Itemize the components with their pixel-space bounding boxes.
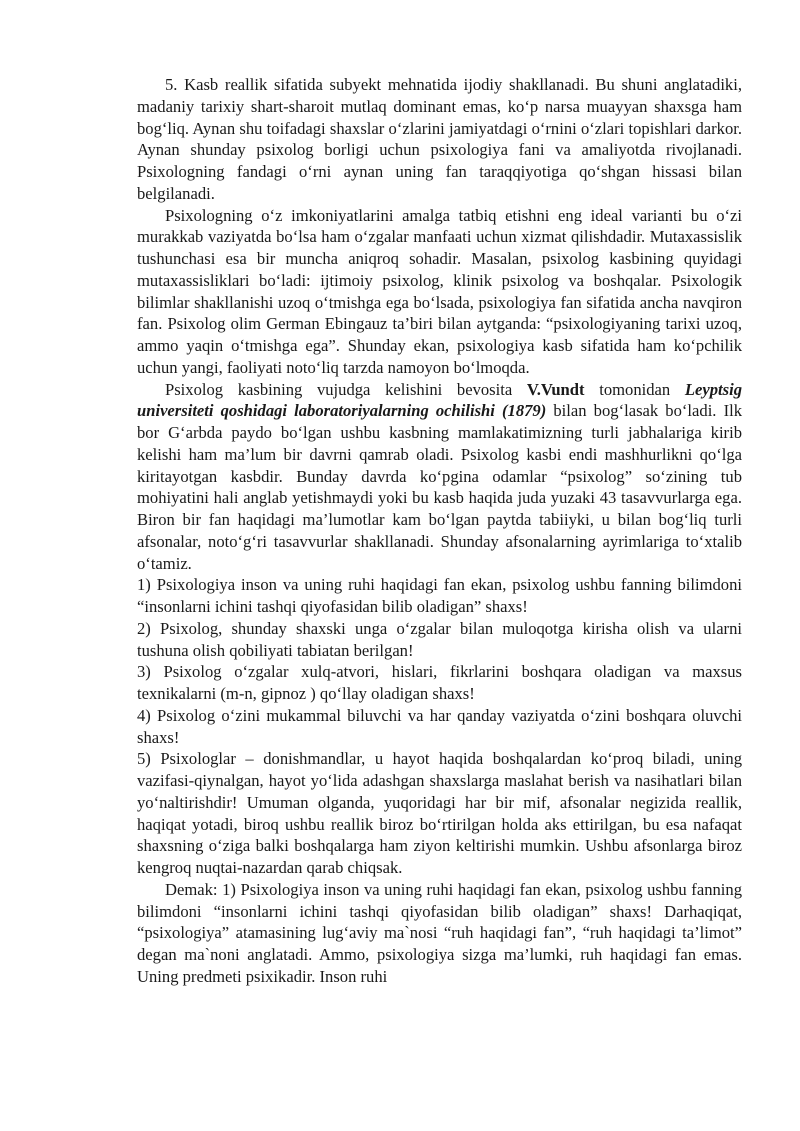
- paragraph-3-text-c: bilan bog‘lasak bo‘ladi. Ilk bor G‘arbda paydo bo‘lgan ushbu kasbning mamlakatimizning turli jabhalariga kirib kelishi ham ma’lum bir davrni qamrab oladi. Psixolog kasbi endi mashhurlikni qo‘lga kiritayotgan kasbdir. Bunday davrda ko‘pgina odamlar “psixolog” so‘zining tub mohiyatini hali anglab yetishmaydi yoki bu kasb haqida juda yuzaki 43 tasavvurlarga ega. Biron bir fan haqidagi ma’lumotlar kam bo‘lgan paytda tabiiyki, u bilan bog‘liq turli afsonalar, noto‘g‘ri tasavvurlar shakllanadi. Shunday afsonalarning ayrimlariga to‘xtalib o‘tamiz.: [137, 401, 743, 573]
- paragraph-2: Psixologning o‘z imkoniyatlarini amalga tatbiq etishni eng ideal varianti bu o‘zi murakkab vaziyatda bo‘lsa ham o‘zgalar manfaati uchun xizmat qilishdadir. Mutaxassislik tushunchasi esa bir muncha aniqroq sohadir. Masalan, psixolog kasbining quyidagi mutaxassisliklari bo‘ladi: ijtimoiy psixolog, klinik psixolog va boshqalar. Psixologik bilimlar shakllanishi uzoq o‘tmishga ega bo‘lsada, psixologiya fan sifatida ancha navqiron fan. Psixolog olim German Ebingauz ta’biri bilan aytganda: “psixologiyaning tarixi uzoq, ammo yaqin o‘tmishga ega”. Shunday ekan, psixologiya kasb sifatida ham ko‘pchilik uchun yangi, faoliyati noto‘liq tarzda namoyon bo‘lmoqda.: [137, 205, 742, 377]
- paragraph-3-text-b: tomonidan: [584, 379, 685, 399]
- laboratory-reference: Leyptsig universiteti qoshidagi laboratoriyalarning ochilishi (1879): [137, 379, 742, 421]
- list-item-5: 5) Psixologlar – donishmandlar, u hayot haqida boshqalardan ko‘proq biladi, uning vazifasi-qiynalgan, hayot yo‘lida adashgan shaxslarga maslahat berish va nasihatlari bilan yo‘naltirishdir! Umuman olganda, yuqoridagi har bir mif, afsonalar negizida reallik, haqiqat yotadi, biroq ushbu reallik biroz bo‘rtirilgan holda aks ettirilgan, bu esa nafaqat shaxsning o‘ziga balki boshqalarga ham ziyon keltirishi mumkin. Ushbu afsonlarga biroz kengroq nuqtai-nazardan qarab chiqsak.: [137, 749, 742, 877]
- document-page: [137, 74, 742, 988]
- list-item-4: 4) Psixolog o‘zini mukammal biluvchi va har qanday vaziyatda o‘zini boshqara oluvchi shaxs!: [137, 705, 742, 747]
- paragraph-final: Demak: 1) Psixologiya inson va uning ruhi haqidagi fan ekan, psixolog ushbu fanning bilimdoni “insonlarni ichini tashqi qiyofasidan bilib oladigan” shaxs! Darhaqiqat, “psixologiya” atamasining lug‘aviy ma`nosi “ruh haqidagi fan”, “ruh haqidagi ta’limot” degan ma`noni anglatadi. Ammo, psixologiya sizga ma’lumki, ruh haqidagi fan emas. Uning predmeti psixikadir. Inson ruhi: [137, 879, 742, 986]
- author-name: V.Vundt: [526, 379, 585, 399]
- paragraph-3-text-a: Psixolog kasbining vujudga kelishini bevosita: [165, 379, 527, 399]
- list-item-2: 2) Psixolog, shunday shaxski unga o‘zgalar bilan muloqotga kirisha olish va ularni tushuna olish qobiliyati tabiatan berilgan!: [137, 618, 742, 660]
- paragraph-1: 5. Kasb reallik sifatida subyekt mehnatida ijodiy shakllanadi. Bu shuni anglatadiki, madaniy tarixiy shart-sharoit mutlaq dominant emas, ko‘p narsa muayyan shaxsga ham bog‘liq. Aynan shu toifadagi shaxslar o‘zlarini jamiyatdagi o‘rnini o‘zlari topishlari darkor. Aynan shunday psixolog borligi uchun psixologiya fani va amaliyotda rivojlanadi. Psixologning fandagi o‘rni aynan uning fan taraqqiyotiga qo‘shgan hissasi bilan belgilanadi.: [137, 75, 742, 203]
- list-item-3: 3) Psixolog o‘zgalar xulq-atvori, hislari, fikrlarini boshqara oladigan va maxsus texnikalarni (m-n, gipnoz ) qo‘llay oladigan shaxs!: [137, 662, 742, 703]
- list-item-1: 1) Psixologiya inson va uning ruhi haqidagi fan ekan, psixolog ushbu fanning bilimdoni “insonlarni ichini tashqi qiyofasidan bilib oladigan” shaxs!: [137, 575, 742, 616]
- paragraph-3: [137, 379, 742, 575]
